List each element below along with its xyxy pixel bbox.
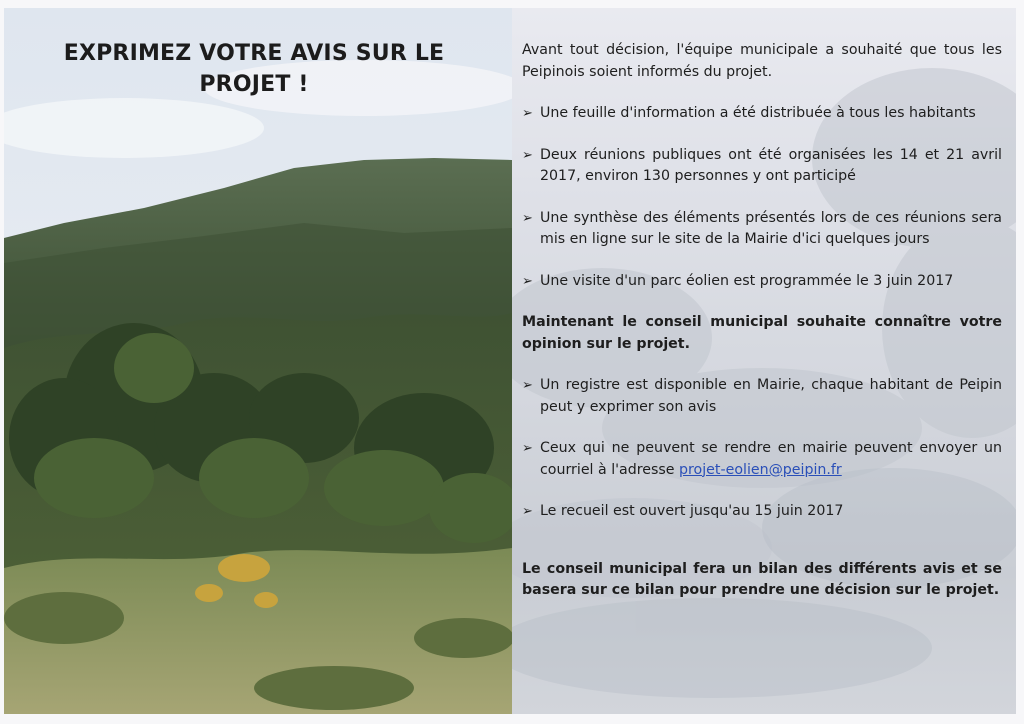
bullet-synthesis bbox=[522, 208, 1002, 251]
landscape-illustration bbox=[4, 8, 512, 714]
bullet-text: Un registre est disponible en Mairie, chaque habitant de Peipin peut y exprimer son avis bbox=[540, 377, 1002, 415]
headline-line-1: EXPRIMEZ VOTRE AVIS SUR LE bbox=[63, 41, 445, 66]
bullet-text: Deux réunions publiques ont été organisées les 14 et 21 avril 2017, environ 130 personnes y ont participé bbox=[540, 146, 1002, 184]
bullet-text: Ceux qui ne peuvent se rendre en mairie peuvent envoyer un courriel à l'adresse bbox=[540, 440, 1002, 478]
bullet-text: Une feuille d'information a été distribuée à tous les habitants bbox=[540, 105, 976, 121]
arrowhead-bullet-icon: ➢ bbox=[522, 441, 533, 456]
info-text-block bbox=[522, 40, 1002, 602]
arrowhead-bullet-icon: ➢ bbox=[522, 106, 533, 121]
bullet-email bbox=[522, 438, 1002, 481]
email-link[interactable]: projet-eolien@peipin.fr bbox=[679, 461, 842, 478]
bullet-deadline bbox=[522, 501, 1002, 523]
bullet-public-meetings bbox=[522, 145, 1002, 188]
headline-line-2: PROJET ! bbox=[199, 72, 309, 97]
page-headline bbox=[4, 38, 504, 100]
intro-paragraph: Avant tout décision, l'équipe municipale a souhaité que tous les Peipinois soient informés du projet. bbox=[522, 42, 1002, 80]
info-panel bbox=[512, 8, 1016, 714]
bullet-info-sheet bbox=[522, 103, 1002, 125]
arrowhead-bullet-icon: ➢ bbox=[522, 147, 533, 163]
conclusion-paragraph: Le conseil municipal fera un bilan des différents avis et se basera sur ce bilan pour prendre une décision sur le projet. bbox=[522, 560, 1002, 598]
arrowhead-bullet-icon: ➢ bbox=[522, 378, 533, 393]
landscape-photo bbox=[4, 8, 512, 714]
opinion-heading: Maintenant le conseil municipal souhaite connaître votre opinion sur le projet. bbox=[522, 314, 1002, 352]
bullet-wind-farm-visit bbox=[522, 271, 1002, 293]
arrowhead-bullet-icon: ➢ bbox=[522, 273, 533, 289]
bullet-text: Une synthèse des éléments présentés lors de ces réunions sera mis en ligne sur le site de la Mairie d'ici quelques jours bbox=[540, 209, 1002, 247]
bullet-text: Une visite d'un parc éolien est programmée le 3 juin 2017 bbox=[540, 272, 954, 289]
bullet-text: Le recueil est ouvert jusqu'au 15 juin 2017 bbox=[540, 503, 844, 519]
arrowhead-bullet-icon: ➢ bbox=[522, 210, 533, 226]
bullet-registry bbox=[522, 375, 1002, 418]
arrowhead-bullet-icon: ➢ bbox=[522, 504, 533, 519]
